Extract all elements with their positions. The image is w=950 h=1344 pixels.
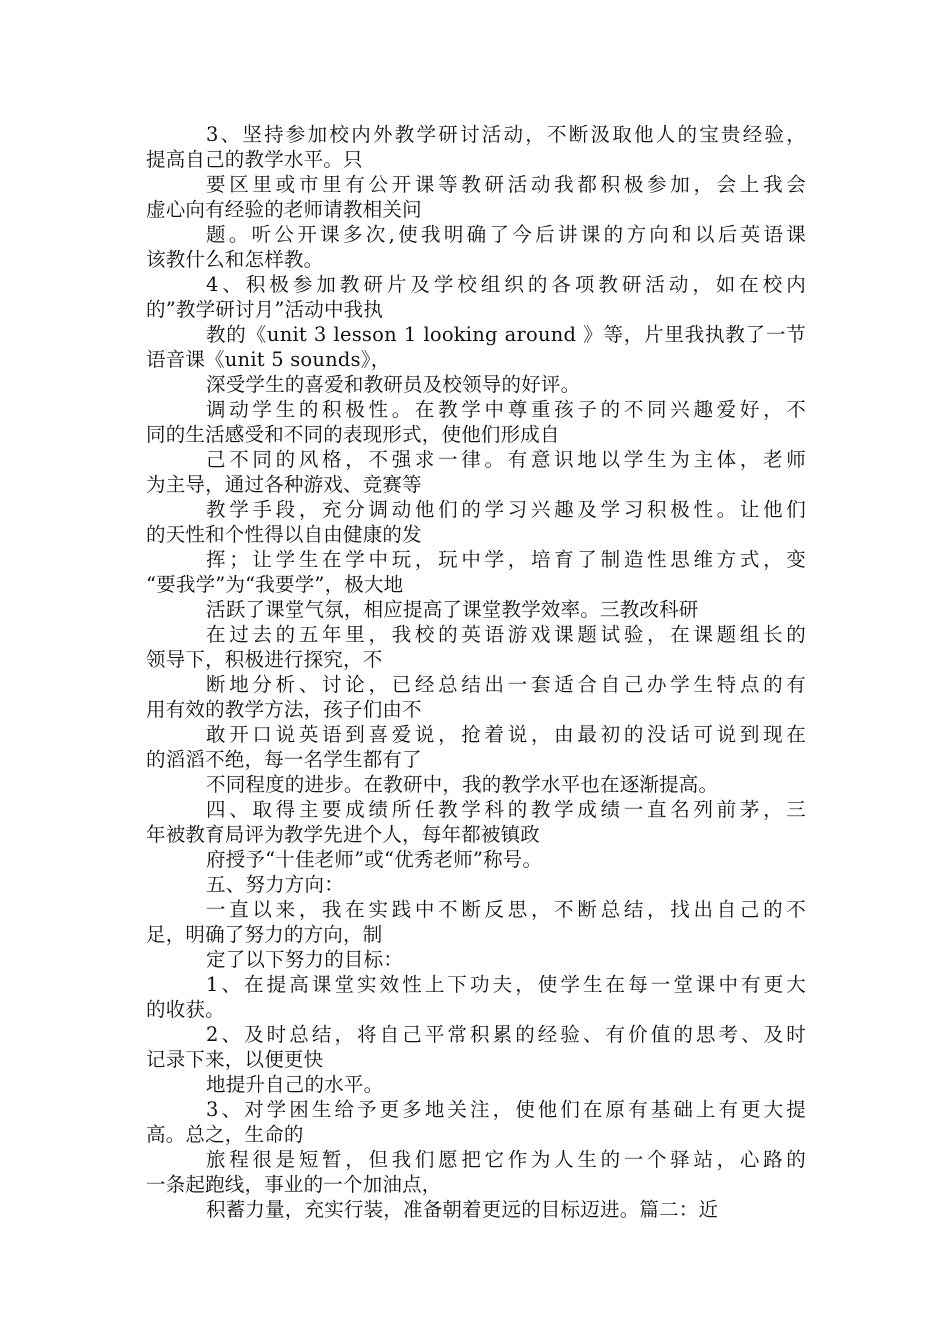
paragraph: [146, 972, 806, 1022]
paragraph-line: 调动学生的积极性。在教学中尊重孩子的不同兴趣爱好，不: [206, 398, 806, 421]
paragraph-line: 的收获。: [146, 998, 225, 1021]
paragraph-line: 的”教学研讨月”活动中我执: [146, 298, 384, 321]
paragraph: [146, 672, 806, 722]
paragraph-line: 在过去的五年里，我校的英语游戏课题试验，在课题组长的: [206, 623, 806, 646]
paragraph: [146, 1097, 806, 1147]
paragraph-line: 要区里或市里有公开课等教研活动我都积极参加，会上我会: [206, 173, 806, 196]
paragraph-line: 一条起跑线，事业的一个加油点，: [146, 1173, 442, 1196]
paragraph: [146, 122, 806, 172]
paragraph-line: 地提升自己的水平。: [206, 1073, 384, 1096]
paragraph: [146, 222, 806, 272]
paragraph-line: 高。总之，生命的: [146, 1123, 304, 1146]
paragraph-line: 四、取得主要成绩所任教学科的教学成绩一直名列前茅，三: [206, 798, 806, 821]
paragraph: [146, 172, 806, 222]
paragraph-line: 的滔滔不绝，每一名学生都有了: [146, 748, 422, 771]
paragraph: [146, 1072, 806, 1097]
paragraph: [146, 597, 806, 622]
paragraph-line: 定了以下努力的目标：: [206, 948, 404, 971]
paragraph-line: 挥；让学生在学中玩，玩中学，培育了制造性思维方式，变: [206, 548, 806, 571]
paragraph-line: 敢开口说英语到喜爱说，抢着说，由最初的没话可说到现在: [206, 723, 806, 746]
paragraph-line: 五、努力方向：: [206, 873, 344, 896]
paragraph: [146, 1197, 806, 1222]
paragraph-line: 1、在提高课堂实效性上下功夫，使学生在每一堂课中有更大: [206, 973, 806, 996]
paragraph-line: 教的《unit 3 lesson 1 looking around 》等，片里我执教了一节: [206, 323, 806, 346]
paragraph-line: 断地分析、讨论，已经总结出一套适合自己办学生特点的有: [206, 673, 806, 696]
paragraph: [146, 1022, 806, 1072]
paragraph: [146, 322, 806, 372]
paragraph: [146, 272, 806, 322]
paragraph: [146, 397, 806, 447]
paragraph-line: 4、积极参加教研片及学校组织的各项教研活动，如在校内: [206, 273, 806, 296]
document-body: [146, 122, 806, 1222]
paragraph-line: 的天性和个性得以自由健康的发: [146, 523, 422, 546]
paragraph: [146, 497, 806, 547]
paragraph-line: 同的生活感受和不同的表现形式，使他们形成自: [146, 423, 560, 446]
paragraph-line: 教学手段，充分调动他们的学习兴趣及学习积极性。让他们: [206, 498, 806, 521]
paragraph: [146, 772, 806, 797]
paragraph-line: 足，明确了努力的方向，制: [146, 923, 383, 946]
paragraph: [146, 547, 806, 597]
paragraph-line: 深受学生的喜爱和教研员及校领导的好评。: [206, 373, 581, 396]
paragraph-line: 一直以来，我在实践中不断反思，不断总结，找出自己的不: [206, 898, 806, 921]
paragraph: [146, 872, 806, 897]
paragraph-line: 己不同的风格，不强求一律。有意识地以学生为主体，老师: [206, 448, 806, 471]
paragraph: [146, 622, 806, 672]
paragraph: [146, 1147, 806, 1197]
paragraph-line: 题。听公开课多次,使我明确了今后讲课的方向和以后英语课: [206, 223, 806, 246]
paragraph-line: 为主导，通过各种游戏、竞赛等: [146, 473, 422, 496]
paragraph-line: 不同程度的进步。在教研中，我的教学水平也在逐渐提高。: [206, 773, 719, 796]
paragraph: [146, 447, 806, 497]
paragraph-line: 3、坚持参加校内外教学研讨活动，不断汲取他人的宝贵经验，: [206, 123, 806, 146]
paragraph-line: 记录下来，以便更快: [146, 1048, 324, 1071]
paragraph-line: 旅程很是短暂，但我们愿把它作为人生的一个驿站，心路的: [206, 1148, 806, 1171]
paragraph: [146, 797, 806, 847]
paragraph: [146, 722, 806, 772]
paragraph-line: 活跃了课堂气氛，相应提高了课堂教学效率。三教改科研: [206, 598, 699, 621]
paragraph: [146, 897, 806, 947]
paragraph-line: 领导下，积极进行探究，不: [146, 648, 383, 671]
paragraph-line: 该教什么和怎样教。: [146, 248, 324, 271]
paragraph-line: 2、及时总结，将自己平常积累的经验、有价值的思考、及时: [206, 1023, 806, 1046]
paragraph-line: 用有效的教学方法，孩子们由不: [146, 698, 422, 721]
paragraph: [146, 372, 806, 397]
paragraph-line: 年被教育局评为教学先进个人，每年都被镇政: [146, 823, 541, 846]
paragraph-line: 虚心向有经验的老师请教相关问: [146, 198, 422, 221]
paragraph-line: 3、对学困生给予更多地关注，使他们在原有基础上有更大提: [206, 1098, 806, 1121]
paragraph: [146, 847, 806, 872]
paragraph-line: 府授予“十佳老师”或“优秀老师”称号。: [206, 848, 543, 871]
paragraph-line: 语音课《unit 5 sounds》，: [146, 348, 391, 371]
paragraph-line: 积蓄力量，充实行装，准备朝着更远的目标迈进。篇二：近: [206, 1198, 719, 1221]
paragraph-line: “要我学”为“我要学”，极大地: [146, 573, 404, 596]
paragraph: [146, 947, 806, 972]
paragraph-line: 提高自己的教学水平。只: [146, 148, 363, 171]
